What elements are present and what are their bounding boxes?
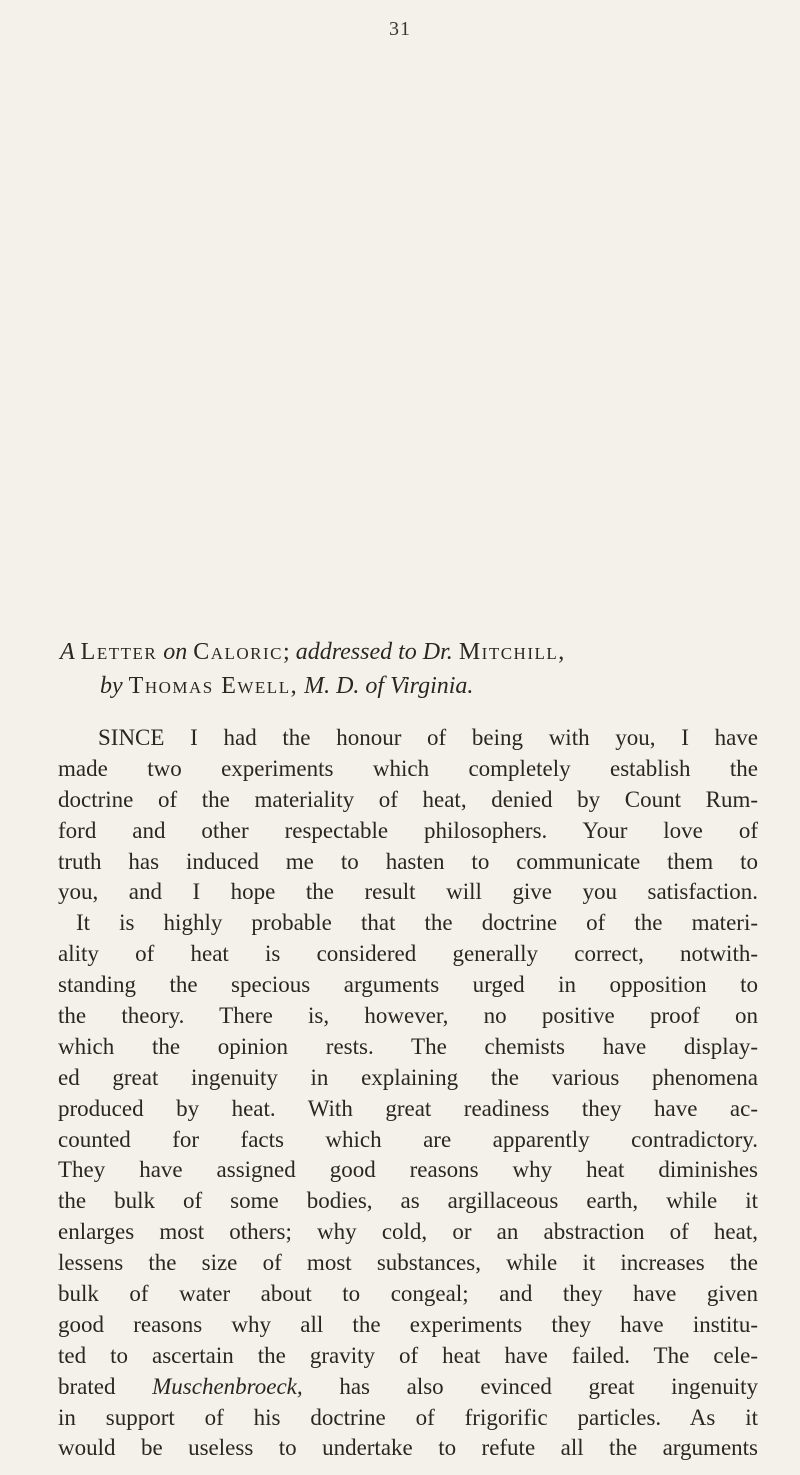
title-separator: ; xyxy=(283,639,290,665)
body-line: doctrine of the materiality of heat, denied by Count Rum- xyxy=(58,786,758,812)
body-line: good reasons why all the experiments they have institu- xyxy=(58,1311,758,1337)
body-line: would be useless to undertake to refute all the arguments xyxy=(58,1435,758,1461)
body-line: lessens the size of most substances, while it increases the xyxy=(58,1250,758,1276)
body-line: you, and I hope the result will give you satisfaction. xyxy=(58,879,758,905)
body-line: They have assigned good reasons why heat diminishes xyxy=(58,1157,758,1183)
title-on: on xyxy=(163,639,188,665)
byline-degree: M. D. xyxy=(304,673,360,699)
body-line: enlarges most others; why cold, or an abstraction of heat, xyxy=(58,1219,758,1245)
byline-by: by xyxy=(100,673,123,699)
body-line: SINCE I had the honour of being with you, I have xyxy=(98,725,758,750)
body-line: ed great ingenuity in explaining the various phenomena xyxy=(58,1064,758,1090)
title-article: A xyxy=(60,639,75,665)
body-line: ality of heat is considered generally correct, notwith- xyxy=(58,941,758,967)
body-line: made two experiments which completely establish the xyxy=(58,755,758,781)
body-line: which the opinion rests. The chemists have display- xyxy=(58,1033,758,1059)
title-recipient: Mitchill, xyxy=(458,639,566,665)
body-line: in support of his doctrine of frigorific particles. As it xyxy=(58,1404,758,1430)
body-line: standing the specious arguments urged in opposition to xyxy=(58,972,758,998)
title-addressed: addressed to Dr. xyxy=(295,639,453,665)
letter-title xyxy=(60,636,760,668)
body-line: the bulk of some bodies, as argillaceous earth, while it xyxy=(58,1188,758,1214)
letter-byline xyxy=(60,670,800,702)
body-line: truth has induced me to hasten to communicate them to xyxy=(58,848,758,874)
body-line: ted to ascertain the gravity of heat have failed. The cele- xyxy=(58,1342,758,1368)
byline-author: Thomas Ewell, xyxy=(128,673,299,699)
body-line: ford and other respectable philosophers. Your love of xyxy=(58,817,758,843)
body-line: bulk of water about to congeal; and they have given xyxy=(58,1281,758,1307)
body-line: produced by heat. With great readiness they have ac- xyxy=(58,1095,758,1121)
body-text-fragment: has also evinced great ingenuity xyxy=(339,1373,759,1399)
title-letter: Letter xyxy=(80,639,158,665)
body-line: It is highly probable that the doctrine of the materi- xyxy=(76,910,758,936)
title-caloric: Caloric xyxy=(193,639,284,665)
body-line: the theory. There is, however, no positive proof on xyxy=(58,1003,758,1029)
letter-body xyxy=(58,723,758,1464)
body-line: counted for facts which are apparently contradictory. xyxy=(58,1126,758,1152)
body-line-muschenbroeck xyxy=(58,1372,758,1403)
byline-origin: of Virginia. xyxy=(365,673,474,699)
body-proper-name: Muschenbroeck, xyxy=(152,1373,303,1399)
body-text-fragment: brated xyxy=(58,1373,116,1399)
page-number: 31 xyxy=(389,18,411,40)
